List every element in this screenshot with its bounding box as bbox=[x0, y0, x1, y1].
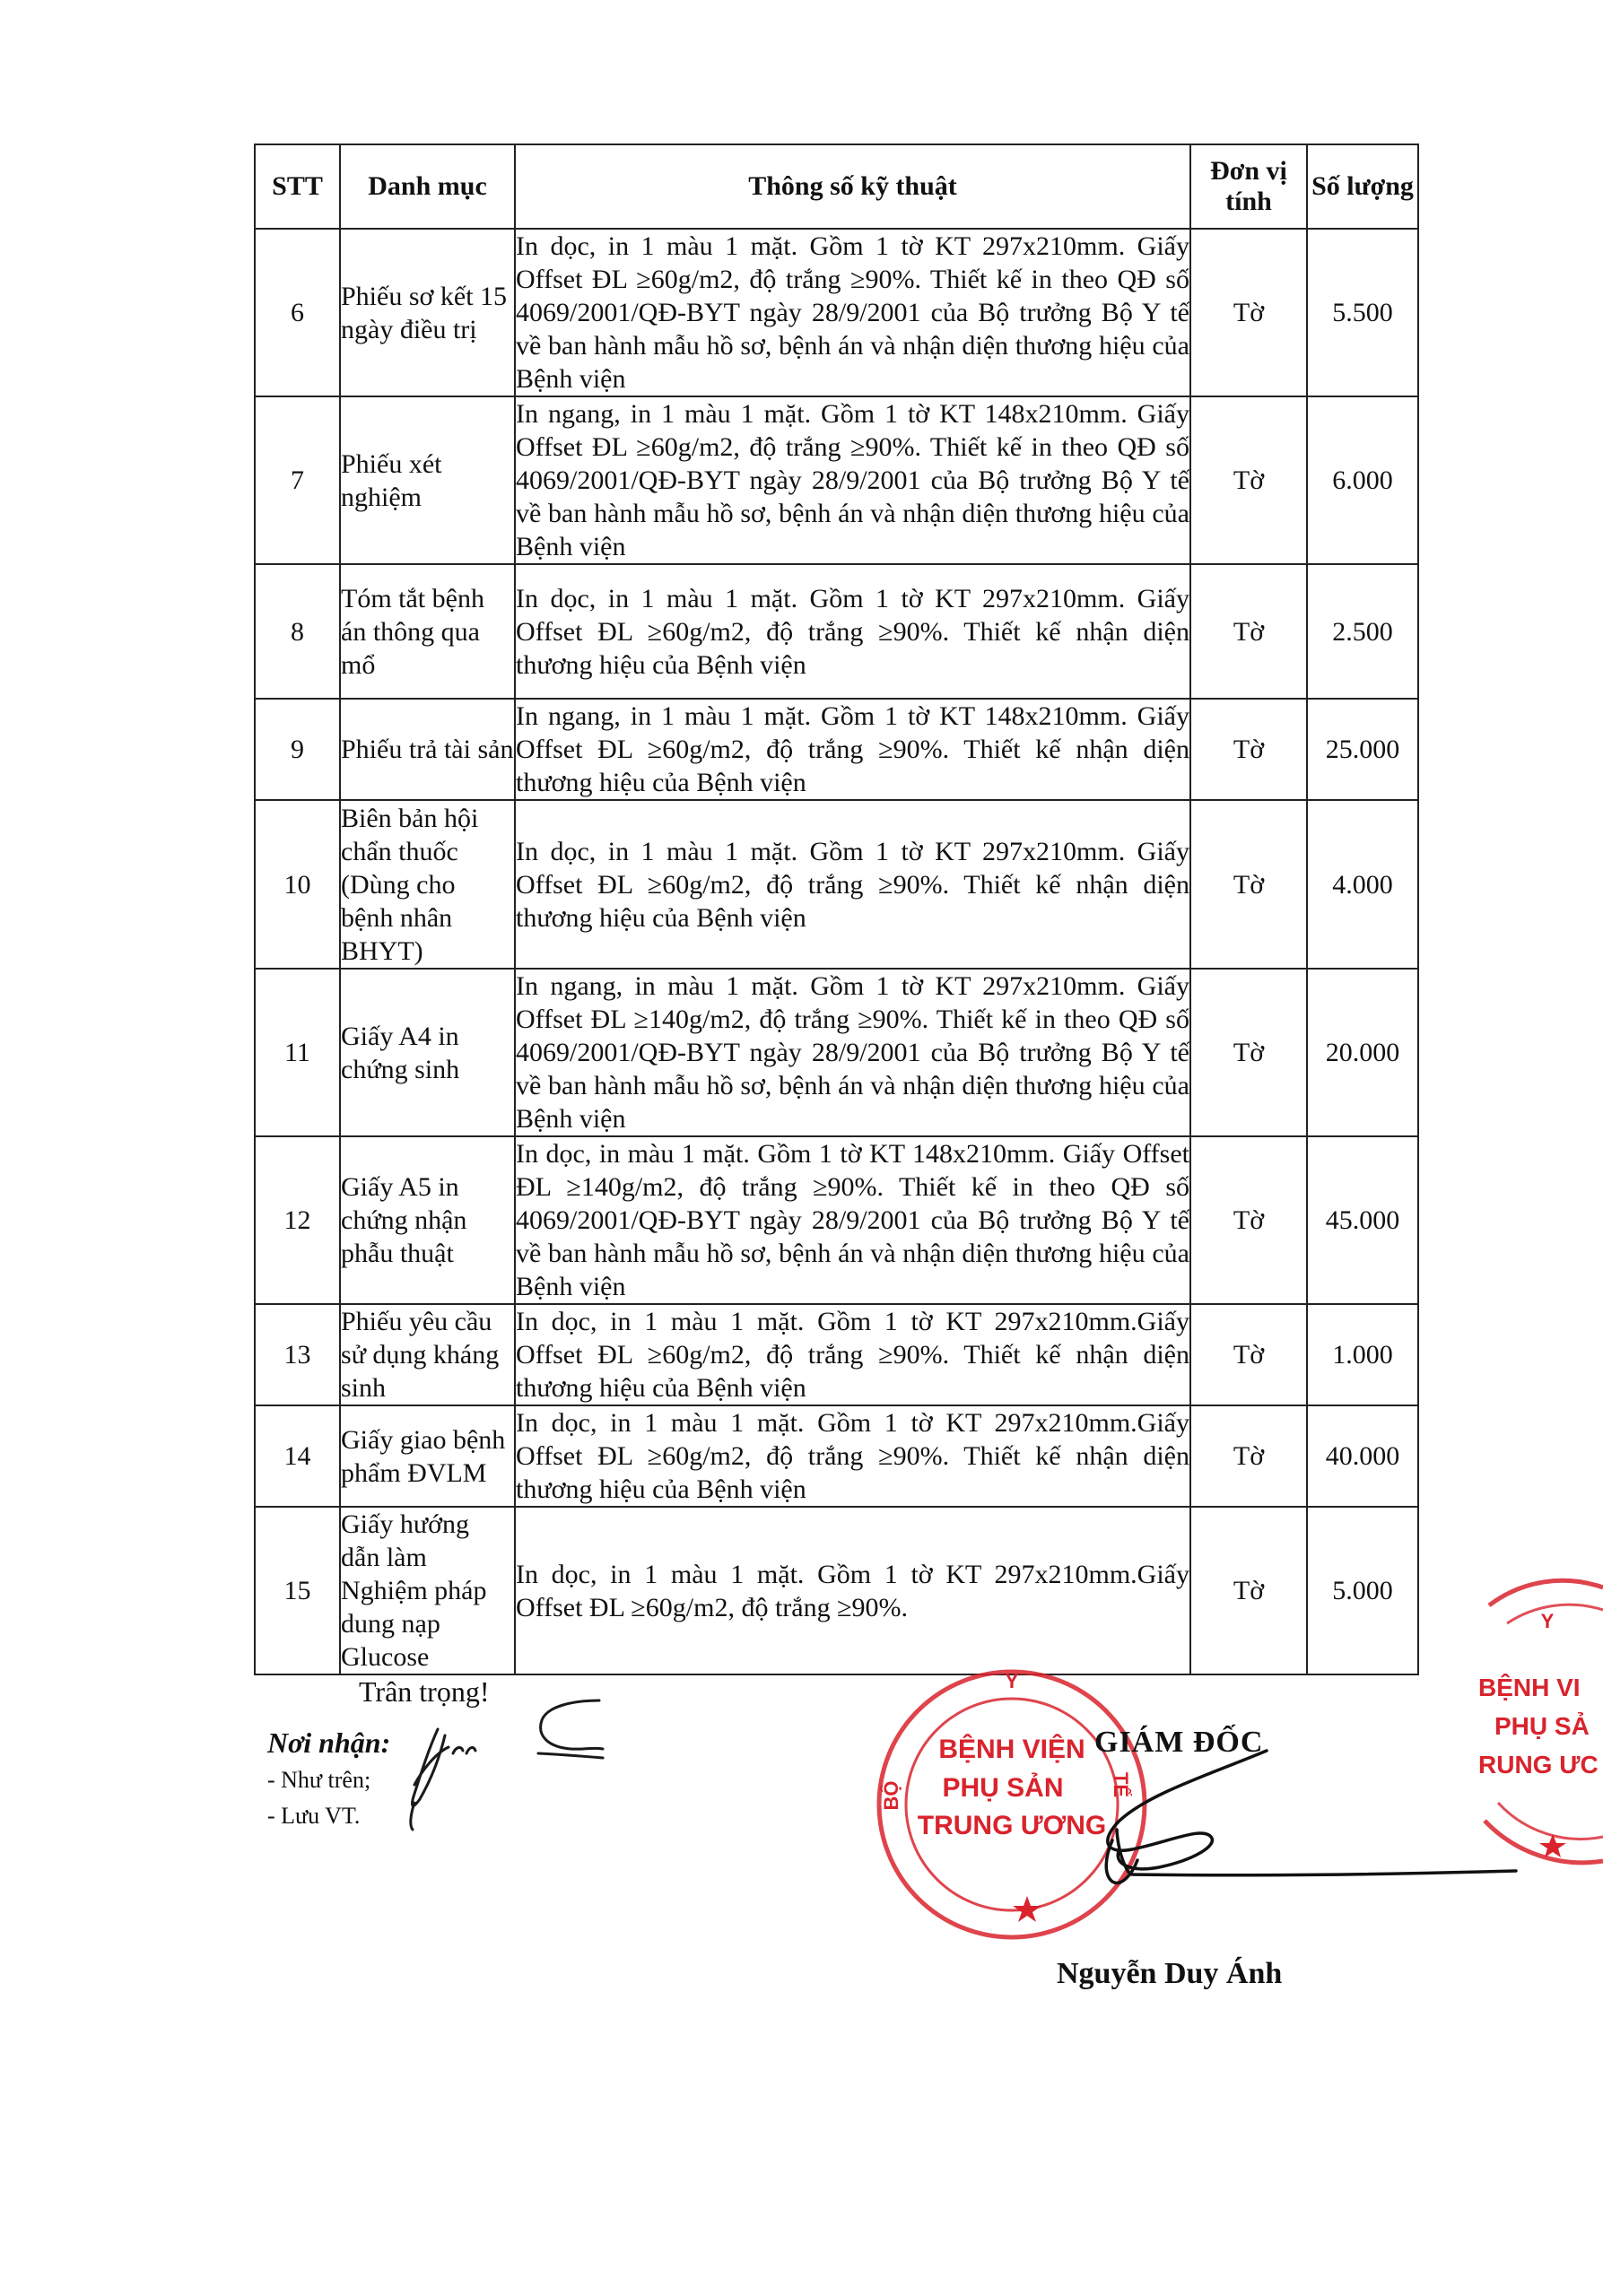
row-spec: In dọc, in 1 màu 1 mặt. Gồm 1 tờ KT 297x210mm.Giấy Offset ĐL ≥60g/m2, độ trắng ≥90%. Thiết kế nhận diện thương hiệu của Bệnh viện bbox=[515, 1304, 1190, 1405]
row-category: Biên bản hội chẩn thuốc (Dùng cho bệnh nhân BHYT) bbox=[340, 800, 515, 969]
row-spec: In dọc, in 1 màu 1 mặt. Gồm 1 tờ KT 297x210mm. Giấy Offset ĐL ≥60g/m2, độ trắng ≥90%. Thiết kế nhận diện thương hiệu của Bệnh viện bbox=[515, 564, 1190, 699]
row-stt: 7 bbox=[255, 396, 340, 564]
row-qty: 2.500 bbox=[1307, 564, 1418, 699]
row-spec: In ngang, in 1 màu 1 mặt. Gồm 1 tờ KT 148x210mm. Giấy Offset ĐL ≥60g/m2, độ trắng ≥90%. Thiết kế in theo QĐ số 4069/2001/QĐ-BYT ngày 28/9/2001 của Bộ trưởng Bộ Y tế về ban hành mẫu hồ sơ, bệnh án và nhận diện thương hiệu của Bệnh viện bbox=[515, 396, 1190, 564]
row-category: Phiếu xét nghiệm bbox=[340, 396, 515, 564]
header-qty: Số lượng bbox=[1307, 144, 1418, 229]
row-stt: 13 bbox=[255, 1304, 340, 1405]
row-stt: 11 bbox=[255, 969, 340, 1136]
partial-stamp-line3: RUNG ƯC bbox=[1478, 1751, 1599, 1779]
hospital-stamp-icon bbox=[879, 1670, 1145, 1937]
row-stt: 6 bbox=[255, 229, 340, 396]
stamp-right-text: TẾ bbox=[1110, 1771, 1132, 1798]
row-stt: 9 bbox=[255, 699, 340, 800]
row-qty: 25.000 bbox=[1307, 699, 1418, 800]
row-qty: 5.500 bbox=[1307, 229, 1418, 396]
partial-stamp-line1: BỆNH VI bbox=[1478, 1674, 1581, 1701]
row-stt: 10 bbox=[255, 800, 340, 969]
row-unit: Tờ bbox=[1190, 1507, 1307, 1674]
header-category: Danh mục bbox=[340, 144, 515, 229]
partial-stamp-line2: PHỤ SẢ bbox=[1494, 1712, 1590, 1740]
row-category: Giấy A4 in chứng sinh bbox=[340, 969, 515, 1136]
row-spec: In dọc, in 1 màu 1 mặt. Gồm 1 tờ KT 297x210mm.Giấy Offset ĐL ≥60g/m2, độ trắng ≥90%. bbox=[515, 1507, 1190, 1674]
stamp-line3: TRUNG ƯƠNG bbox=[917, 1811, 1107, 1840]
stamp-line1: BỆNH VIỆN bbox=[938, 1735, 1085, 1764]
row-category: Phiếu yêu cầu sử dụng kháng sinh bbox=[340, 1304, 515, 1405]
row-spec: In ngang, in 1 màu 1 mặt. Gồm 1 tờ KT 148x210mm. Giấy Offset ĐL ≥60g/m2, độ trắng ≥90%. Thiết kế nhận diện thương hiệu của Bệnh viện bbox=[515, 699, 1190, 800]
row-stt: 15 bbox=[255, 1507, 340, 1674]
row-category: Tóm tắt bệnh án thông qua mổ bbox=[340, 564, 515, 699]
director-signature-icon bbox=[1106, 1751, 1516, 1883]
recipient-item: - Như trên; bbox=[267, 1767, 371, 1793]
header-unit: Đơn vị tính bbox=[1190, 144, 1307, 229]
row-stt: 8 bbox=[255, 564, 340, 699]
row-unit: Tờ bbox=[1190, 1304, 1307, 1405]
row-qty: 40.000 bbox=[1307, 1405, 1418, 1507]
row-qty: 6.000 bbox=[1307, 396, 1418, 564]
row-category: Phiếu trả tài sản bbox=[340, 699, 515, 800]
stamp-left-text: BỘ bbox=[880, 1780, 902, 1811]
initials-signature-icon bbox=[411, 1700, 603, 1830]
row-category: Phiếu sơ kết 15 ngày điều trị bbox=[340, 229, 515, 396]
row-spec: In dọc, in 1 màu 1 mặt. Gồm 1 tờ KT 297x210mm. Giấy Offset ĐL ≥60g/m2, độ trắng ≥90%. Thiết kế nhận diện thương hiệu của Bệnh viện bbox=[515, 800, 1190, 969]
row-category: Giấy giao bệnh phẩm ĐVLM bbox=[340, 1405, 515, 1507]
row-unit: Tờ bbox=[1190, 564, 1307, 699]
row-spec: In ngang, in màu 1 mặt. Gồm 1 tờ KT 297x210mm. Giấy Offset ĐL ≥140g/m2, độ trắng ≥90%. Thiết kế in theo QĐ số 4069/2001/QĐ-BYT ngày 28/9/2001 của Bộ trưởng Bộ Y tế về ban hành mẫu hồ sơ, bệnh án và nhận diện thương hiệu của Bệnh viện bbox=[515, 969, 1190, 1136]
row-unit: Tờ bbox=[1190, 969, 1307, 1136]
row-qty: 45.000 bbox=[1307, 1136, 1418, 1304]
row-category: Giấy hướng dẫn làm Nghiệm pháp dung nạp Glucose bbox=[340, 1507, 515, 1674]
row-spec: In dọc, in 1 màu 1 mặt. Gồm 1 tờ KT 297x210mm.Giấy Offset ĐL ≥60g/m2, độ trắng ≥90%. Thiết kế nhận diện thương hiệu của Bệnh viện bbox=[515, 1405, 1190, 1507]
stamp-top-letter: Y bbox=[1005, 1670, 1019, 1692]
closing-text: Trân trọng! bbox=[359, 1675, 490, 1708]
row-unit: Tờ bbox=[1190, 396, 1307, 564]
row-spec: In dọc, in màu 1 mặt. Gồm 1 tờ KT 148x210mm. Giấy Offset ĐL ≥140g/m2, độ trắng ≥90%. Thiết kế in theo QĐ số 4069/2001/QĐ-BYT ngày 28/9/2001 của Bộ trưởng Bộ Y tế về ban hành mẫu hồ sơ, bệnh án và nhận diện thương hiệu của Bệnh viện bbox=[515, 1136, 1190, 1304]
row-qty: 4.000 bbox=[1307, 800, 1418, 969]
row-category: Giấy A5 in chứng nhận phẫu thuật bbox=[340, 1136, 515, 1304]
row-stt: 14 bbox=[255, 1405, 340, 1507]
row-qty: 5.000 bbox=[1307, 1507, 1418, 1674]
row-unit: Tờ bbox=[1190, 1405, 1307, 1507]
row-qty: 1.000 bbox=[1307, 1304, 1418, 1405]
row-unit: Tờ bbox=[1190, 800, 1307, 969]
partial-stamp-icon bbox=[1478, 1580, 1603, 1863]
header-stt: STT bbox=[255, 144, 340, 229]
recipients-title: Nơi nhận: bbox=[267, 1726, 391, 1759]
partial-stamp-top-letter: Y bbox=[1540, 1610, 1555, 1632]
row-unit: Tờ bbox=[1190, 229, 1307, 396]
header-spec: Thông số kỹ thuật bbox=[515, 144, 1190, 229]
row-spec: In dọc, in 1 màu 1 mặt. Gồm 1 tờ KT 297x210mm. Giấy Offset ĐL ≥60g/m2, độ trắng ≥90%. Thiết kế in theo QĐ số 4069/2001/QĐ-BYT ngày 28/9/2001 của Bộ trưởng Bộ Y tế về ban hành mẫu hồ sơ, bệnh án và nhận diện thương hiệu của Bệnh viện bbox=[515, 229, 1190, 396]
director-name: Nguyễn Duy Ánh bbox=[1057, 1957, 1283, 1990]
row-qty: 20.000 bbox=[1307, 969, 1418, 1136]
row-unit: Tờ bbox=[1190, 699, 1307, 800]
row-unit: Tờ bbox=[1190, 1136, 1307, 1304]
stamp-line2: PHỤ SẢN bbox=[942, 1773, 1064, 1803]
recipient-item: - Lưu VT. bbox=[267, 1803, 361, 1829]
row-stt: 12 bbox=[255, 1136, 340, 1304]
director-title: GIÁM ĐỐC bbox=[1094, 1726, 1264, 1759]
